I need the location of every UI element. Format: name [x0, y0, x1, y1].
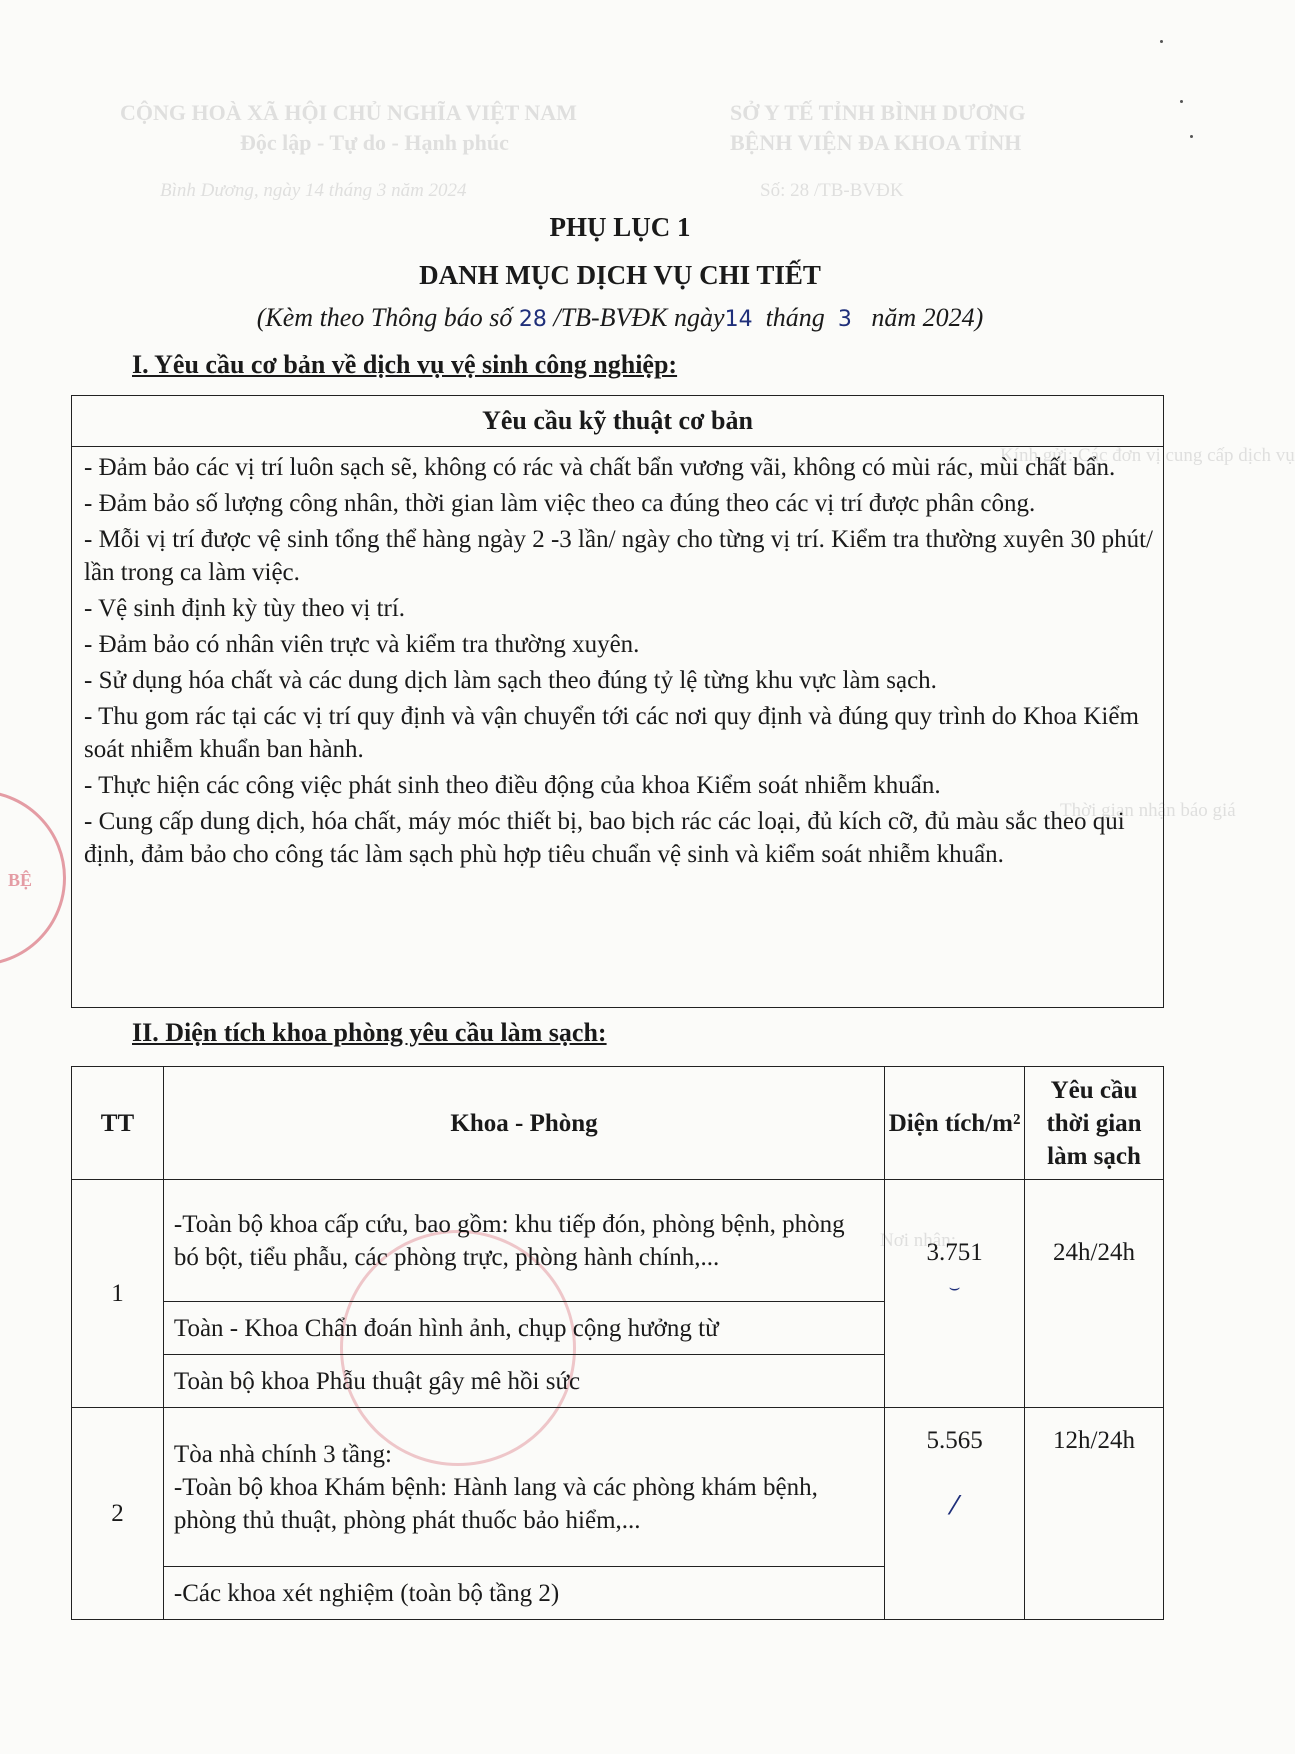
speck — [1180, 100, 1183, 103]
section-2-heading: II. Diện tích khoa phòng yêu cầu làm sạch: — [132, 1018, 607, 1047]
handwritten-notice-number: 28 — [518, 307, 547, 332]
row-tt: 1 — [72, 1180, 164, 1408]
time-cell: 12h/24h — [1025, 1408, 1164, 1620]
main-title: DANH MỤC DỊCH VỤ CHI TIẾT — [419, 260, 821, 290]
col-header-khoa-phong: Khoa - Phòng — [163, 1067, 884, 1180]
section-1-heading: I. Yêu cầu cơ bản về dịch vụ vệ sinh công nghiệp: — [132, 350, 678, 379]
subtitle-mid: /TB-BVĐK ngày — [546, 303, 725, 332]
handwritten-month: 3 — [837, 307, 852, 332]
requirement-item: - Cung cấp dung dịch, hóa chất, máy móc thiết bị, bao bịch rác các loại, đủ kích cỡ, đủ màu sắc theo qui định, đảm bảo cho công tác làm sạch phù hợp tiêu chuẩn vệ sinh và kiểm soát nhiễm khuẩn. — [84, 808, 1125, 868]
dept-cell — [163, 1408, 884, 1567]
row-tt: 2 — [72, 1408, 164, 1620]
requirement-item: - Đảm bảo có nhân viên trực và kiểm tra thường xuyên. — [84, 631, 640, 658]
subtitle-month-label: tháng — [765, 303, 825, 332]
speck — [1190, 135, 1193, 138]
requirement-item: - Thu gom rác tại các vị trí quy định và vận chuyển tới các nơi quy định và đúng quy trình do Khoa Kiểm soát nhiễm khuẩn ban hành. — [84, 703, 1139, 763]
requirement-item: - Vệ sinh định kỳ tùy theo vị trí. — [84, 595, 406, 622]
appendix-title: PHỤ LỤC 1 — [549, 212, 691, 242]
subtitle-reference — [0, 303, 1240, 333]
requirements-list — [72, 447, 1163, 871]
dept-cell: Toàn - Khoa Chẩn đoán hình ảnh, chụp cộng hưởng từ — [163, 1302, 884, 1355]
col-header-tt: TT — [72, 1067, 164, 1180]
dept-line: Tòa nhà chính 3 tầng: — [173, 1440, 392, 1468]
dept-cell: Toàn bộ khoa Phẫu thuật gây mê hồi sức — [163, 1355, 884, 1408]
table-row — [72, 1408, 1164, 1567]
requirement-item: - Đảm bảo các vị trí luôn sạch sẽ, không có rác và chất bẩn vương vãi, không có mùi rác, mùi chất bẩn. — [84, 454, 1116, 481]
col-header-thoi-gian: Yêu cầu thời gian làm sạch — [1025, 1067, 1164, 1180]
handwritten-check-mark: ⌣ — [948, 1277, 961, 1298]
dept-line: -Toàn bộ khoa Khám bệnh: Hành lang và các phòng khám bệnh, phòng thủ thuật, phòng phát thuốc bảo hiểm,... — [173, 1473, 818, 1534]
area-value: 5.565 — [926, 1427, 983, 1454]
requirements-table — [71, 395, 1164, 1008]
table-row — [72, 1180, 1164, 1302]
subtitle-prefix: (Kèm theo Thông báo số — [256, 303, 519, 332]
dept-cell: -Toàn bộ khoa cấp cứu, bao gồm: khu tiếp đón, phòng bệnh, phòng bó bột, tiểu phẫu, các phòng trực, phòng hành chính,... — [163, 1180, 884, 1302]
area-cell — [885, 1408, 1025, 1620]
requirement-item: - Đảm bảo số lượng công nhân, thời gian làm việc theo ca đúng theo các vị trí được phân công. — [84, 490, 1036, 517]
requirement-item: - Sử dụng hóa chất và các dung dịch làm sạch theo đúng tỷ lệ từng khu vực làm sạch. — [84, 667, 937, 694]
handwritten-slash-mark: ⁄ — [952, 1491, 957, 1521]
area-table — [71, 1066, 1164, 1620]
dept-cell: -Các khoa xét nghiệm (toàn bộ tầng 2) — [163, 1567, 884, 1620]
stamp-fragment-left: BỆ — [8, 870, 33, 890]
area-cell — [885, 1180, 1025, 1408]
requirements-table-header: Yêu cầu kỹ thuật cơ bản — [72, 396, 1163, 447]
handwritten-day: 14 — [724, 307, 753, 332]
requirement-item: - Thực hiện các công việc phát sinh theo điều động của khoa Kiểm soát nhiễm khuẩn. — [84, 772, 941, 799]
speck — [1160, 40, 1163, 43]
area-table-header-row — [72, 1067, 1164, 1180]
requirement-item: - Mỗi vị trí được vệ sinh tổng thể hàng ngày 2 -3 lần/ ngày cho từng vị trí. Kiểm tra thường xuyên 30 phút/ lần trong ca làm việc. — [84, 526, 1154, 586]
subtitle-year: năm 2024) — [871, 303, 984, 332]
time-cell: 24h/24h — [1025, 1180, 1164, 1408]
col-header-dien-tich: Diện tích/m² — [885, 1067, 1025, 1180]
area-value: 3.751 — [926, 1239, 983, 1266]
